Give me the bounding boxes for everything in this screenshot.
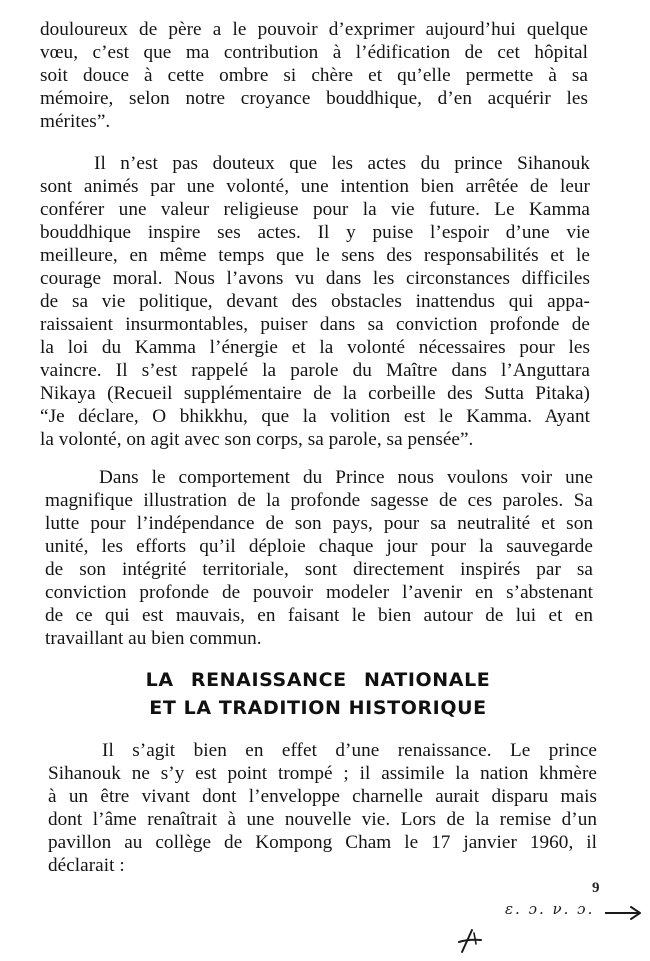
text-line: conviction profonde de pouvoir modeler l’avenir en s’abstenant xyxy=(45,582,593,603)
text-line: dont l’âme renaîtrait à une nouvelle vie. Lors de la remise d’un xyxy=(48,809,597,830)
handwritten-mark-icon xyxy=(456,928,484,954)
text-line: Dans le comportement du Prince nous voulons voir une xyxy=(99,467,593,488)
heading-text: ET LA TRADITION HISTORIQUE xyxy=(149,697,487,719)
text-line: travaillant au bien commun. xyxy=(45,628,262,649)
text-line: de son intégrité territoriale, sont directement inspirés par sa xyxy=(45,559,593,580)
text-line: conférer une valeur religieuse pour la vie future. Le Kamma xyxy=(40,199,590,220)
section-heading-line-1 xyxy=(0,666,636,694)
text-line: la loi du Kamma l’énergie et la volonté nécessaires pour les xyxy=(40,337,590,358)
handwritten-note: ɛ. ɔ. ν. ɔ. xyxy=(505,900,595,918)
text-line: de ce qui est mauvais, en faisant le bien autour de lui et en xyxy=(45,605,593,626)
text-line: magnifique illustration de la profonde sagesse de ces paroles. Sa xyxy=(45,490,593,511)
text-line: Il s’agit bien en effet d’une renaissance. Le prince xyxy=(102,740,597,761)
paragraph-3 xyxy=(45,466,593,650)
text-line: Nikaya (Recueil supplémentaire de la corbeille des Sutta Pitaka) xyxy=(40,383,590,404)
text-line: meilleure, en même temps que le sens des responsabilités et le xyxy=(40,245,590,266)
text-line: douloureux de père a le pouvoir d’exprimer aujourd’hui quelque xyxy=(40,19,588,40)
section-heading-line-2 xyxy=(0,694,636,722)
text-line: lutte pour l’indépendance de son pays, pour sa neutralité et son xyxy=(45,513,593,534)
text-line: “Je déclare, O bhikkhu, que la volition est le Kamma. Ayant xyxy=(40,406,590,427)
paragraph-4 xyxy=(48,739,597,877)
right-arrow-icon xyxy=(603,904,643,920)
page-number: 9 xyxy=(592,880,600,896)
paragraph-2 xyxy=(40,152,590,451)
text-line: de sa vie politique, devant des obstacles inattendus qui appa- xyxy=(40,291,590,312)
text-line: déclarait : xyxy=(48,855,125,876)
text-line: mémoire, selon notre croyance bouddhique, d’en acquérir les xyxy=(40,88,588,109)
text-line: vaincre. Il s’est rappelé la parole du Maître dans l’Anguttara xyxy=(40,360,590,381)
text-line: unité, les efforts qu’il déploie chaque jour pour la sauvegarde xyxy=(45,536,593,557)
heading-text: LA RENAISSANCE NATIONALE xyxy=(145,669,491,691)
text-line: à un être vivant dont l’enveloppe charnelle aurait disparu mais xyxy=(48,786,597,807)
text-line: la volonté, on agit avec son corps, sa parole, sa pensée”. xyxy=(40,429,474,450)
text-line: Sihanouk ne s’y est point trompé ; il assimile la nation khmère xyxy=(48,763,597,784)
text-line: sont animés par une volonté, une intention bien arrêtée de leur xyxy=(40,176,590,197)
text-line: vœu, c’est que ma contribution à l’édification de cet hôpital xyxy=(40,42,588,63)
text-line: bouddhique inspire ses actes. Il y puise l’espoir d’une vie xyxy=(40,222,590,243)
text-line: raissaient insurmontables, puiser dans sa conviction profonde de xyxy=(40,314,590,335)
text-line: mérites”. xyxy=(40,111,111,132)
text-line: pavillon au collège de Kompong Cham le 17 janvier 1960, il xyxy=(48,832,597,853)
text-line: soit douce à cette ombre si chère et qu’elle permette à sa xyxy=(40,65,588,86)
text-line: courage moral. Nous l’avons vu dans les circonstances difficiles xyxy=(40,268,590,289)
paragraph-1 xyxy=(40,18,588,133)
text-line: Il n’est pas douteux que les actes du prince Sihanouk xyxy=(94,153,590,174)
